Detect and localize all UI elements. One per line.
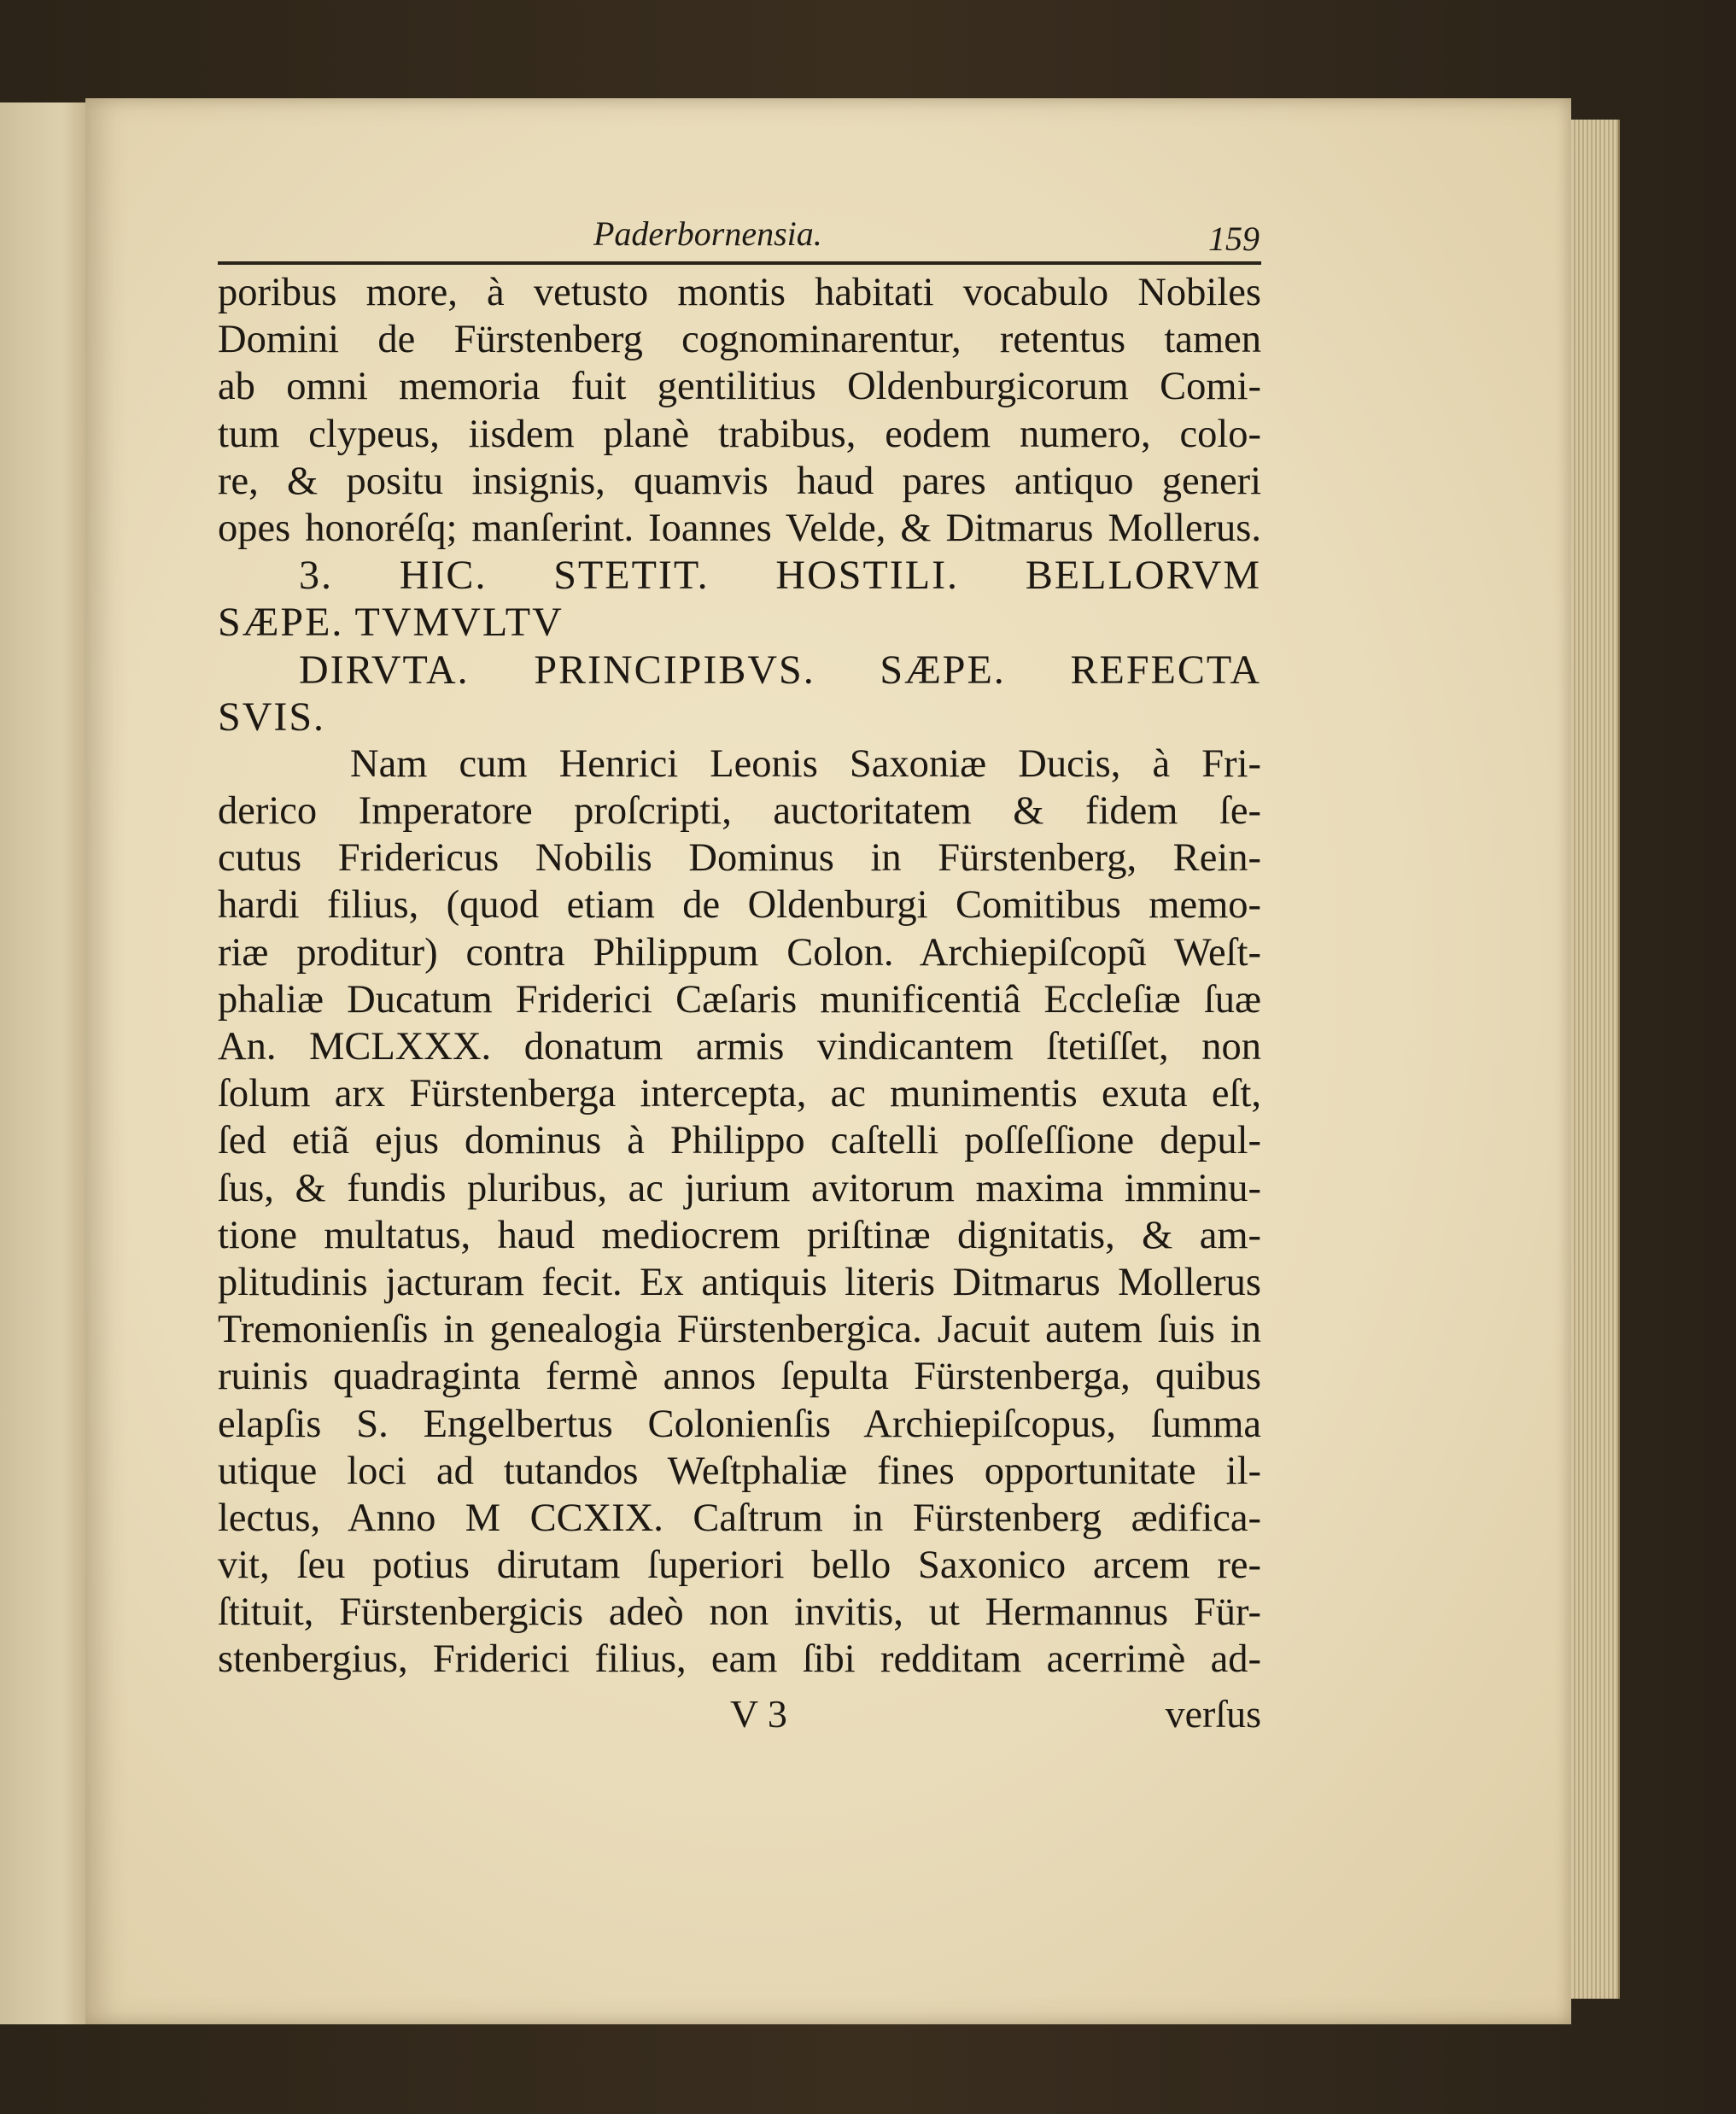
text-line: cutus Fridericus Nobilis Dominus in Fürstenberg, Rein- [218,836,1261,881]
text-line: ſed etiã ejus dominus à Philippo caſtelli poſſeſſione depul- [218,1119,1261,1163]
running-head: Paderbornensia. [593,214,822,253]
page-header [218,214,1260,265]
text-line: riæ proditur) contra Philippum Colon. Archiepiſcopũ Weſt- [218,930,1261,975]
text-line: ſus, & fundis pluribus, ac jurium avitorum maxima imminu- [218,1166,1261,1210]
text-line: tione multatus, haud mediocrem priſtinæ dignitatis, & am- [218,1213,1261,1257]
text-line: plitudinis jacturam fecit. Ex antiquis literis Ditmarus Mollerus [218,1260,1261,1304]
text-line: hardi filius, (quod etiam de Oldenburgi Comitibus memo- [218,883,1261,928]
inscription-line: DIRVTA. PRINCIPIBVS. SÆPE. REFECTA [299,647,1261,693]
inscription-line: SVIS. [218,694,326,740]
header-rule [218,261,1261,265]
page-footer [218,1691,1261,1742]
text-line: ruinis quadraginta fermè annos ſepulta Fürstenberga, quibus [218,1355,1261,1399]
text-line: Tremonienſis in genealogia Fürstenbergica. Jacuit autem ſuis in [218,1308,1261,1352]
body-text [218,269,1261,1684]
text-line: opes honoréſq; manſerint. Ioannes Velde, & Ditmarus Mollerus. [218,506,1261,550]
text-line: phaliæ Ducatum Friderici Cæſaris munificentiâ Eccleſiæ ſuæ [218,977,1261,1022]
inscription-line: 3. HIC. STETIT. HOSTILI. BELLORVM [299,553,1261,599]
text-line: re, & positu insignis, quamvis haud pares antiquo generi [218,459,1261,503]
text-line: elapſis S. Engelbertus Colonienſis Archiepiſcopus, ſumma [218,1402,1261,1446]
text-line: derico Imperatore proſcripti, auctoritatem & fidem ſe- [218,789,1261,834]
text-line: stenbergius, Friderici filius, eam ſibi redditam acerrimè ad- [218,1637,1261,1682]
signature-mark: V 3 [730,1692,787,1736]
text-line: utique loci ad tutandos Weſtphaliæ fines opportunitate il- [218,1449,1261,1493]
text-line: Domini de Fürstenberg cognominarentur, retentus tamen [218,318,1261,362]
text-line: poribus more, à vetusto montis habitati vocabulo Nobiles [218,271,1261,314]
text-line: ab omni memoria fuit gentilitius Oldenburgicorum Comi- [218,365,1261,409]
catchword: verſus [1165,1692,1261,1736]
inscription-line: SÆPE. TVMVLTV [218,600,564,646]
text-line: An. MCLXXX. donatum armis vindicantem ſtetiſſet, non [218,1025,1261,1069]
text-line: ſolum arx Fürstenberga intercepta, ac munimentis exuta eſt, [218,1072,1261,1116]
text-line: lectus, Anno M CCXIX. Caſtrum in Fürstenberg ædifica- [218,1496,1261,1540]
text-line: ſtituit, Fürstenbergicis adeò non invitis, ut Hermannus Für- [218,1590,1261,1635]
text-line: vit, ſeu potius dirutam ſuperiori bello Saxonico arcem re- [218,1543,1261,1588]
text-line: Nam cum Henrici Leonis Saxoniæ Ducis, à Fri- [350,741,1261,786]
page-number: 159 [1208,220,1260,258]
text-line: tum clypeus, iisdem planè trabibus, eodem numero, colo- [218,412,1261,456]
